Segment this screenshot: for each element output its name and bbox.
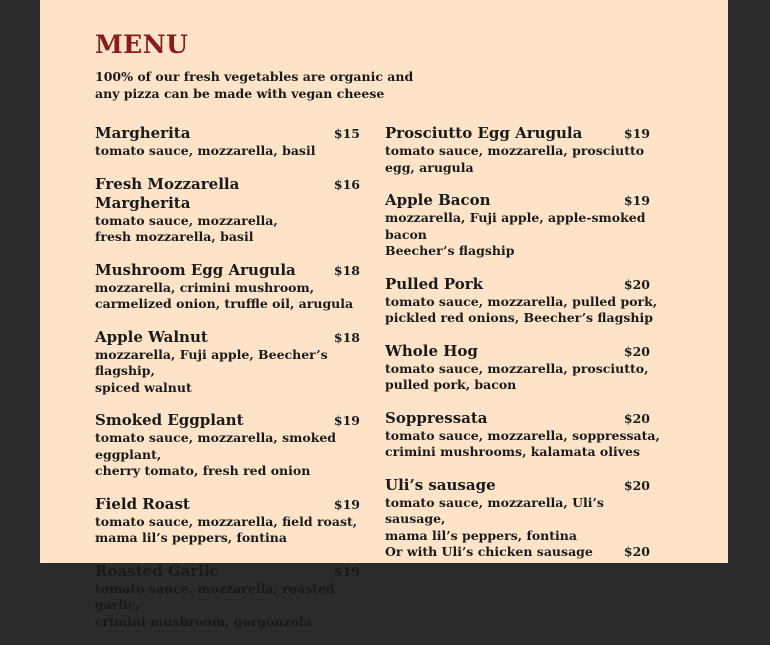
item-description: tomato sauce, mozzarella, Uli’s sausage, mama lil’s peppers, fontina [385,494,604,543]
item-price: $16 [333,176,360,192]
item-price: $20 [623,343,650,359]
item-price: $19 [623,126,650,141]
menu-item [95,175,365,246]
menu-title: MENU [95,30,189,59]
item-description: tomato sauce, mozzarella, smoked eggplant, cherry tomato, fresh red onion [95,430,337,478]
item-name: Fresh Mozzarella Margherita [95,174,240,212]
item-price: $20 [623,410,650,426]
item-description: mozzarella, Fuji apple, apple-smoked bacon Beecher’s flagship [385,210,646,258]
item-name: Prosciutto Egg Arugula [385,124,583,142]
menu-item [385,275,665,327]
menu-item [385,409,665,461]
item-name: Apple Bacon [385,191,491,209]
menu-item [385,476,665,561]
item-price: $19 [333,496,360,512]
menu-item [385,342,665,394]
item-variant [385,544,650,561]
item-description: tomato sauce, mozzarella, roasted garlic, crimini mushroom, gorgonzola [95,580,335,629]
item-description: tomato sauce, mozzarella, fresh mozzarella, basil [95,212,278,244]
menu-item [95,562,365,631]
item-price: $18 [333,262,360,278]
item-name: Field Roast [95,494,190,513]
variant-price: $20 [623,544,650,559]
item-name: Pulled Pork [385,274,484,293]
item-name: Roasted Garlic [95,561,219,580]
item-description: tomato sauce, mozzarella, field roast, mama lil’s peppers, fontina [95,513,358,545]
item-price: $20 [623,276,650,292]
item-name: Apple Walnut [95,327,208,346]
menu-item [385,191,665,260]
item-description: tomato sauce, mozzarella, pulled pork, pickled red onions, Beecher’s flagship [385,293,658,325]
left-column [95,124,365,645]
menu-item [95,411,365,480]
item-price: $19 [333,413,360,428]
menu-item [95,261,365,313]
item-name: Mushroom Egg Arugula [95,260,296,279]
item-description: tomato sauce, mozzarella, soppressata, crimini mushrooms, kalamata olives [385,427,660,459]
item-description: mozzarella, Fuji apple, Beecher’s flagship, spiced walnut [95,346,328,395]
item-name: Uli’s sausage [385,475,496,494]
item-name: Whole Hog [385,341,478,360]
item-price: $19 [333,563,360,579]
item-price: $19 [623,193,650,208]
menu-item [95,495,365,547]
item-name: Soppressata [385,408,488,427]
item-description: tomato sauce, mozzarella, prosciutto egg, arugula [385,143,645,175]
item-price: $20 [623,477,650,493]
item-name: Smoked Eggplant [95,411,244,429]
menu-subtitle: 100% of our fresh vegetables are organic and any pizza can be made with vegan cheese [95,69,414,101]
item-price: $15 [333,126,360,141]
menu-item [95,124,365,160]
item-name: Margherita [95,124,191,142]
item-description: tomato sauce, mozzarella, prosciutto, pulled pork, bacon [385,360,649,392]
menu-item [385,124,665,176]
variant-label: Or with Uli’s chicken sausage [385,544,593,559]
item-description: tomato sauce, mozzarella, basil [95,143,316,158]
item-description: mozzarella, crimini mushroom, carmelized onion, truffle oil, arugula [95,279,354,311]
menu-item [95,328,365,397]
menu-page [40,0,728,629]
right-column [385,124,665,576]
item-price: $18 [333,329,360,345]
